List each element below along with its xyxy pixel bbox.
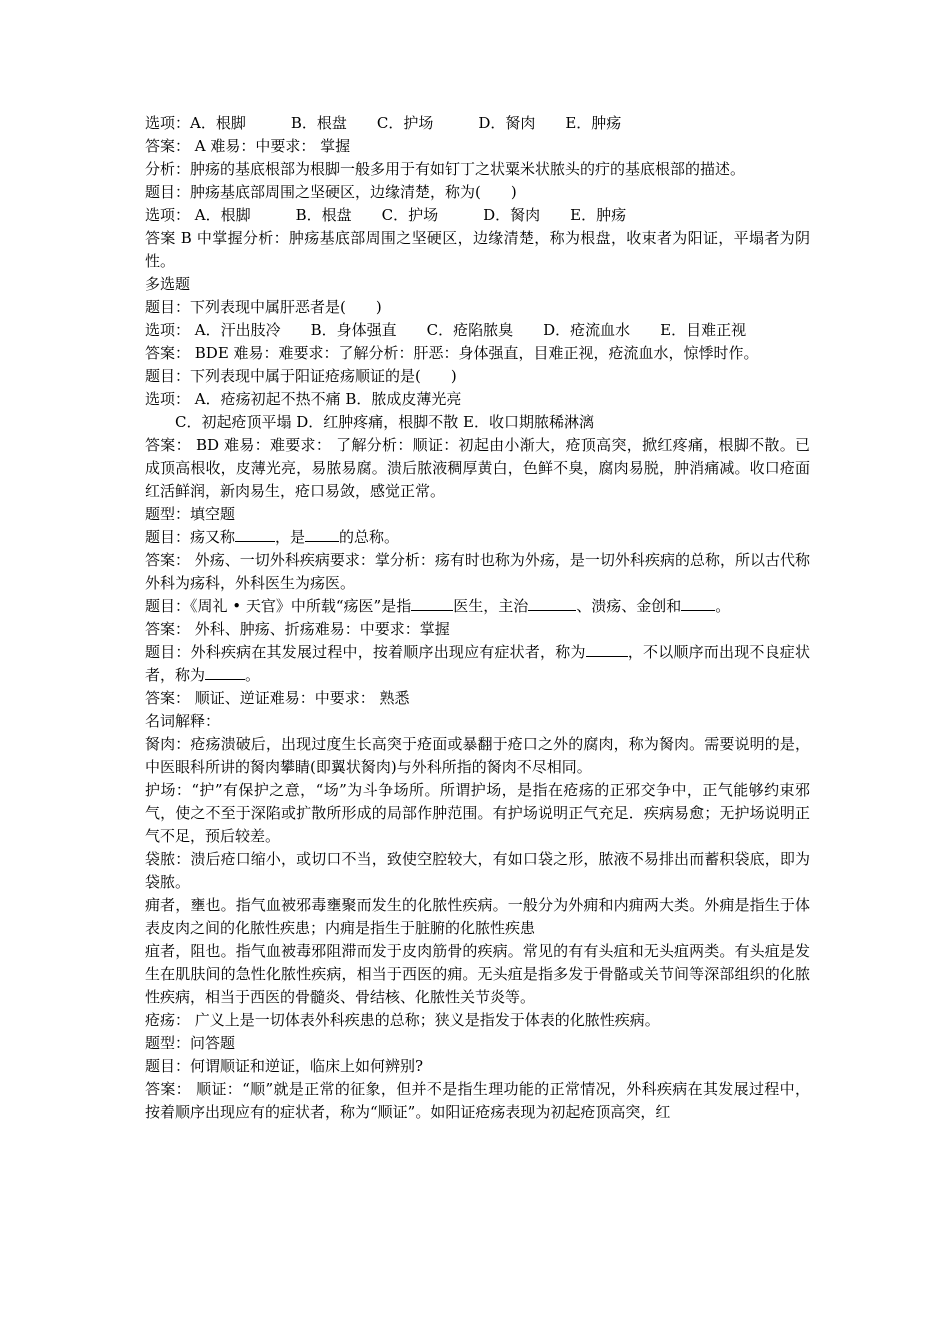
fill-question: 题目：外科疾病在其发展过程中，按着顺序出现应有症状者，称为 ，不以顺序而出现不良症状者，称为 。 [145, 643, 810, 684]
text-line: 答案： A 难易：中要求： 掌握 [145, 137, 351, 155]
text-line: 题目：下列表现中属于阳证疮疡顺证的是( ) [145, 367, 457, 385]
blank [235, 526, 275, 542]
section-heading: 名词解释： [145, 712, 221, 730]
term-definition: 胬肉：疮疡溃破后，出现过度生长高突于疮面或暴翻于疮口之外的腐肉，称为胬肉。需要说明的是，中医眼科所讲的胬肉攀睛(即翼状胬肉)与外科所指的胬肉不尽相同。 [145, 735, 810, 776]
blank [305, 526, 339, 542]
text-line: 答案： 外科、肿疡、折疡难易：中要求：掌握 [145, 620, 450, 638]
text-line: 选项： A．根脚 B．根盘 C．护场 D．胬肉 E．肿疡 [145, 206, 627, 224]
text-line: 选项：A．根脚 B．根盘 C．护场 D．胬肉 E．肿疡 [145, 114, 622, 132]
text-paragraph: 答案： 顺证：“顺”就是正常的征象，但并不是指生理功能的正常情况，外科疾病在其发展过程中，按着顺序出现应有的症状者，称为“顺证”。如阳证疮疡表现为初起疮顶高突，红 [145, 1080, 810, 1121]
blank [528, 595, 576, 611]
text-line: 答案： BDE 难易：难要求：了解分析：肝恶：身体强直，目难正视，疮流血水，惊悸时作。 [145, 344, 759, 362]
text-line: 分析：肿疡的基底根部为根脚一般多用于有如钉丁之状粟米状脓头的疔的基底根部的描述。 [145, 160, 746, 178]
text-line: 题目：下列表现中属肝恶者是( ) [145, 298, 382, 316]
text-paragraph: 答案： 外疡、一切外科疾病要求：掌分析：疡有时也称为外疡，是一切外科疾病的总称，所以古代称外科为疡科，外科医生为疡医。 [145, 551, 810, 592]
text-line-indented: C．初起疮顶平塌 D．红肿疼痛，根脚不散 E．收口期脓稀淋漓 [175, 413, 594, 431]
term-definition: 疽者，阻也。指气血被毒邪阻滞而发于皮肉筋骨的疾病。常见的有有头疽和无头疽两类。有头疽是发生在肌肤间的急性化脓性疾病，相当于西医的痈。无头疽是指多发于骨骼或关节间等深部组织的化脓性疾病，相当于西医的骨髓炎、骨结核、化脓性关节炎等。 [145, 942, 810, 1006]
section-heading: 多选题 [145, 275, 191, 293]
fill-question: 题目：疡又称 ，是 的总称。 [145, 528, 400, 546]
blank [205, 664, 245, 680]
term-definition: 疮疡： 广义上是一切体表外科疾患的总称；狭义是指发于体表的化脓性疾病。 [145, 1011, 660, 1029]
section-heading: 题型：填空题 [145, 505, 236, 523]
fill-question: 题目：《周礼 • 天官》中所载“疡医”是指 医生，主治 、溃疡、金创和 。 [145, 597, 731, 615]
text-line: 答案： 顺证、逆证难易：中要求： 熟悉 [145, 689, 410, 707]
term-definition: 袋脓：溃后疮口缩小，或切口不当，致使空腔较大，有如口袋之形，脓液不易排出而蓄积袋底，即为袋脓。 [145, 850, 810, 891]
text-paragraph: 答案 B 中掌握分析：肿疡基底部周围之坚硬区，边缘清楚，称为根盘，收束者为阳证，平塌者为阴性。 [145, 229, 810, 270]
text-line: 选项： A．疮疡初起不热不痛 B．脓成皮薄光亮 [145, 390, 462, 408]
blank [411, 595, 453, 611]
document-page [145, 112, 810, 1124]
blank [586, 641, 628, 657]
term-definition: 护场：“护”有保护之意，“场”为斗争场所。所谓护场，是指在疮疡的正邪交争中，正气能够约束邪气，使之不至于深陷或扩散所形成的局部作肿范围。有护场说明正气充足．疾病易愈；无护场说明正气不足，预后较差。 [145, 781, 810, 845]
text-line: 选项： A．汗出肢冷 B．身体强直 C．疮陷脓臭 D．疮流血水 E．目难正视 [145, 321, 747, 339]
text-line: 题目：何谓顺证和逆证，临床上如何辨别? [145, 1057, 424, 1075]
text-paragraph: 答案： BD 难易：难要求： 了解分析：顺证：初起由小渐大，疮顶高突，掀红疼痛，根脚不散。已成顶高根收，皮薄光亮，易脓易腐。溃后脓液稠厚黄白，色鲜不臭，腐肉易脱，肿消痛减。收口疮面红活鲜润，新肉易生，疮口易敛，感觉正常。 [145, 436, 810, 500]
term-definition: 痈者，壅也。指气血被邪毒壅聚而发生的化脓性疾病。一般分为外痈和内痈两大类。外痈是指生于体表皮肉之间的化脓性疾患；内痈是指生于脏腑的化脓性疾患 [145, 896, 810, 937]
text-line: 题目：肿疡基底部周围之坚硬区，边缘清楚，称为( ) [145, 183, 517, 201]
blank [681, 595, 715, 611]
section-heading: 题型：问答题 [145, 1034, 236, 1052]
